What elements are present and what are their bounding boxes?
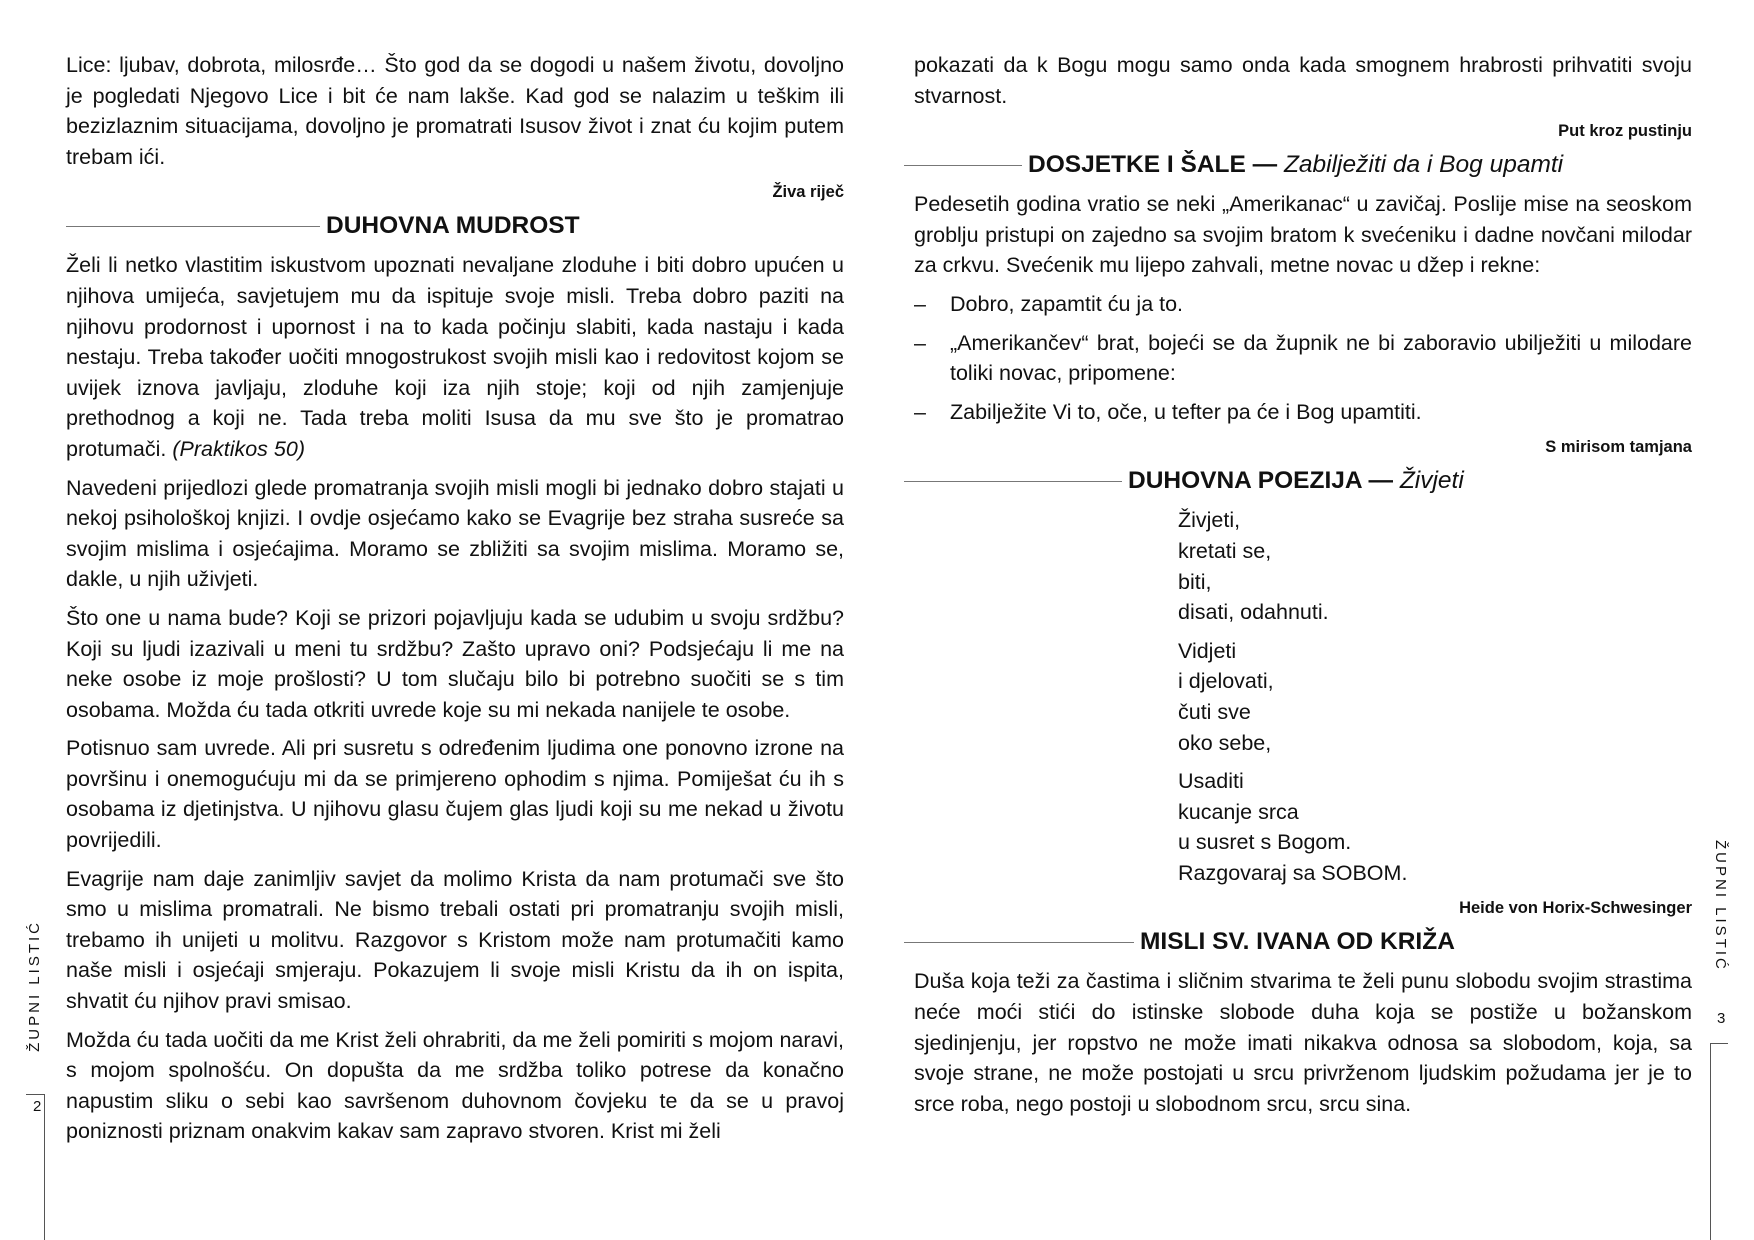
poem-author: Heide von Horix-Schwesinger — [1459, 899, 1692, 918]
paragraph — [66, 250, 844, 464]
section-title: DUHOVNA MUDROST — [326, 212, 580, 240]
dash-mark: – — [914, 330, 926, 355]
dialogue-text: Dobro, zapamtit ću ja to. — [950, 291, 1184, 316]
page-tab-line — [26, 1094, 44, 1095]
dash-mark: – — [914, 399, 926, 424]
section-title: MISLI SV. IVANA OD KRIŽA — [1140, 928, 1455, 956]
poem-line: i djelovati, — [1178, 669, 1274, 694]
misli-header — [904, 924, 1692, 960]
dialogue-text: „Amerikančev“ brat, bojeći se da župnik ne bi zaboravio ubilježiti u milodare toliki novac, pripomene: — [950, 330, 1692, 386]
paragraph-text: Želi li netko vlastitim iskustvom upoznati nevaljane zloduhe i biti dobro upućen u njihova umijeća, savjetujem mu da ispituje svoje misli. Treba dobro paziti na njihovu prodornost i upornost i na to kada počinju slabiti, kada nastaju i kada nestaju. Treba također uočiti mnogostrukost svojih misli kao i redovitost kojom se uvijek iznova javljaju, zloduhe koji iza njih stoje; koji od njih zamjenjuje prethodnog a koji ne. Tada treba moliti Isusa da mu sve što je promatrao protumači. — [66, 253, 844, 461]
poem-stanza — [1178, 505, 1692, 627]
poem-line: Razgovaraj sa SOBOM. — [1178, 860, 1408, 885]
dialogue-list — [914, 289, 1692, 427]
poem-line: oko sebe, — [1178, 730, 1272, 755]
right-column — [914, 50, 1692, 1127]
header-rule — [904, 165, 1022, 166]
page-number: 2 — [33, 1098, 42, 1115]
paragraph: Možda ću tada uočiti da me Krist želi ohrabriti, da me želi pomiriti s mojom naravi, s mojom spolnošću. On dopušta da me srdžba toliko potrese da konačno napustim sliku o sebi kao savršenom duhovnom čovjeku te da se u pravoj poniznosti priznam onakvim kakav sam zapravo stvoren. Krist mi želi — [66, 1027, 844, 1144]
dialogue-text: Zabilježite Vi to, oče, u tefter pa će i Bog upamtiti. — [950, 399, 1422, 424]
poem-line: kucanje srca — [1178, 799, 1299, 824]
paragraph: Što one u nama bude? Koji se prizori pojavljuju kada se udubim u svoju srdžbu? Koji su ljudi izazivali u meni tu srdžbu? Zašto upravo oni? Podsjećaju li me na neke osobe iz moje prošlosti? U tom slučaju bilo bi potrebno suočiti se s tim osobama. Možda ću tada otkriti uvrede koje su mi nekada nanijele te osobe. — [66, 605, 844, 722]
poem-stanza — [1178, 636, 1692, 758]
intro-source: Živa riječ — [772, 183, 844, 202]
duhovna-mudrost-header — [66, 208, 844, 244]
dialogue-line — [914, 328, 1692, 389]
margin-line — [1710, 1043, 1711, 1240]
dash-mark: – — [914, 291, 926, 316]
joke-paragraph: Pedesetih godina vratio se neki „Amerikanac“ u zavičaj. Poslije mise na seoskom groblju pristupi on zajedno sa svojim bratom k svećeniku i dadne novčani milodar za crkvu. Svećenik mu lijepo zahvali, metne novac u džep i rekne: — [914, 192, 1692, 278]
page-number: 3 — [1717, 1010, 1726, 1027]
paragraph: Potisnuo sam uvrede. Ali pri susretu s određenim ljudima one ponovno izrone na površinu i onemogućuju mi da se primjereno ophodim s njima. Pomiješat ću ih s osobama iz djetinjstva. U njihovu glasu čujem glas ljudi koji su me nekad u životu povrijedili. — [66, 736, 844, 853]
dosjetke-header — [904, 147, 1692, 183]
poem-line: kretati se, — [1178, 538, 1272, 563]
poem-line: biti, — [1178, 569, 1212, 594]
dialogue-line — [914, 397, 1692, 428]
section-title-main: DOSJETKE I ŠALE — — [1028, 151, 1278, 179]
header-rule — [66, 226, 320, 227]
poem-line: u susret s Bogom. — [1178, 830, 1352, 855]
citation: (Praktikos 50) — [172, 436, 305, 461]
section-title-main: DUHOVNA POEZIJA — — [1128, 467, 1393, 495]
right-margin-label: ŽUPNI LISTIĆ — [1712, 840, 1729, 972]
poem-line: Vidjeti — [1178, 638, 1237, 663]
left-column — [66, 50, 844, 1155]
section-subtitle: Živjeti — [1399, 467, 1464, 495]
continuation-source: Put kroz pustinju — [1558, 122, 1692, 141]
dialogue-line — [914, 289, 1692, 320]
left-margin-label: ŽUPNI LISTIĆ — [26, 920, 43, 1052]
continuation-paragraph: pokazati da k Bogu mogu samo onda kada smognem hrabrosti prihvatiti svoju stvarnost. — [914, 53, 1692, 108]
paragraph: Navedeni prijedlozi glede promatranja svojih misli mogli bi jednako dobro stajati u nekoj psihološkoj knjizi. I ovdje osjećamo kako se Evagrije bez straha susreće sa svojim mislima i osjećajima. Moramo se zbližiti sa svojim mislima. Moramo se, dakle, u njih uživjeti. — [66, 475, 844, 592]
thoughts-paragraph: Duša koja teži za častima i sličnim stvarima te želi punu slobodu svojim strastima neće moći stići do istinske slobode duha koja se postiže u božanskom sjedinjenju, jer ropstvo ne može imati nikakva odnosa sa slobodom, koja, sa svoje strane, ne može postojati u srcu privrženom ljudskim požudama jer je to srce roba, nego postoji u slobodnom srcu, srcu sina. — [914, 969, 1692, 1116]
header-rule — [904, 481, 1122, 482]
poem-line: čuti sve — [1178, 699, 1251, 724]
joke-source: S mirisom tamjana — [1545, 438, 1692, 457]
section-title — [1122, 463, 1464, 499]
paragraph: Evagrije nam daje zanimljiv savjet da molimo Krista da nam protumači sve što smo u mislima promatrali. Ne bismo trebali ostati pri promatranju svojih misli, trebamo ih unijeti u molitvu. Razgovor s Kristom može nam protumačiti kamo naše misli i osjećaji smjeraju. Pokazujem li svoje misli Kristu da ih on ispita, shvatit ću njihov pravi smisao. — [66, 866, 844, 1014]
poem-line: Usaditi — [1178, 769, 1244, 794]
section-subtitle: Zabilježiti da i Bog upamti — [1283, 151, 1564, 179]
intro-paragraph: Lice: ljubav, dobrota, milosrđe… Što god da se dogodi u našem životu, dovoljno je pogledati Njegovo Lice i bit će nam lakše. Kad god se nalazim u teškim ili bezizlaznim situacijama, dovoljno je promatrati Isusov život i znat ću kojim putem trebam ići. — [66, 53, 844, 169]
poem — [1178, 505, 1692, 888]
poem-stanza — [1178, 766, 1692, 888]
poem-line: Živjeti, — [1178, 508, 1241, 533]
header-rule — [904, 942, 1134, 943]
poem-line: disati, odahnuti. — [1178, 600, 1329, 625]
page-tab-line — [1710, 1043, 1728, 1044]
margin-line — [44, 1094, 45, 1240]
poezija-header — [904, 463, 1692, 499]
section-title — [1022, 147, 1563, 183]
